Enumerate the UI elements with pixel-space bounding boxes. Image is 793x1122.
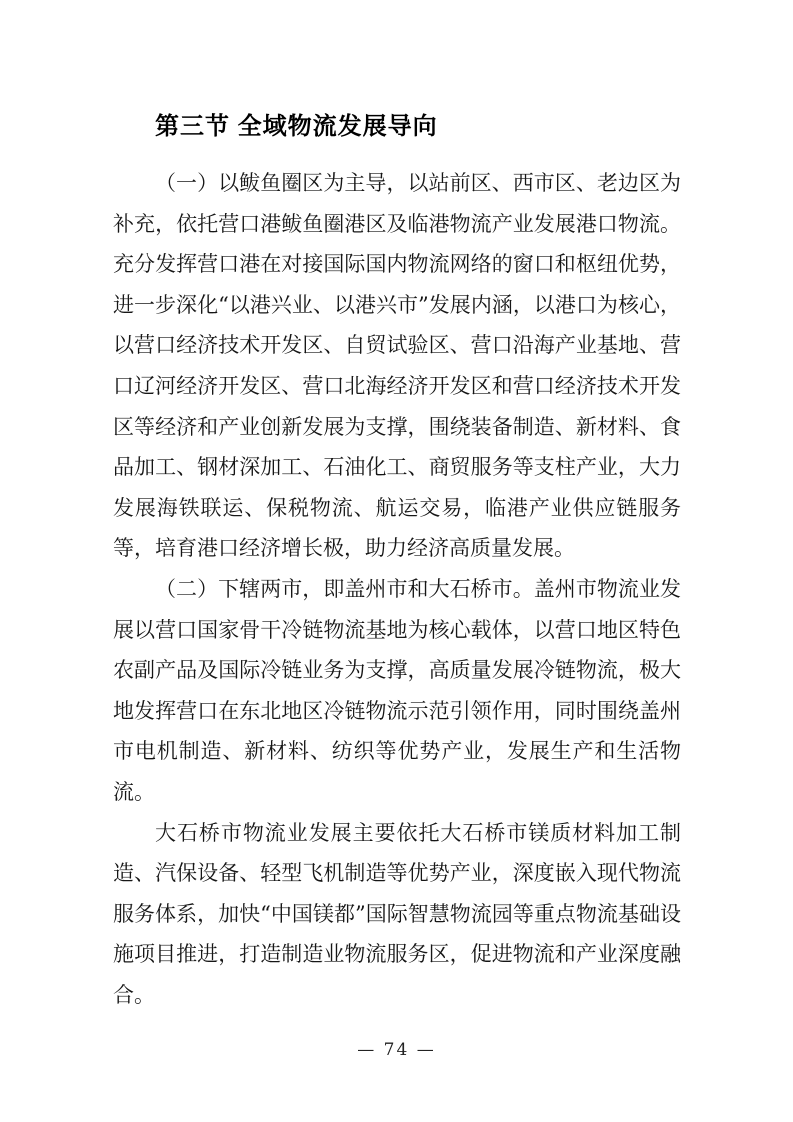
page-number: — 74 —	[357, 1040, 436, 1060]
document-body	[113, 163, 681, 1015]
paragraph-2: （二）下辖两市，即盖州市和大石桥市。盖州市物流业发展以营口国家骨干冷链物流基地为核心载体，以营口地区特色农副产品及国际冷链业务为支撑，高质量发展冷链物流，极大地发挥营口在东北地区冷链物流示范引领作用，同时围绕盖州市电机制造、新材料、纺织等优势产业，发展生产和生活物流。	[113, 576, 681, 804]
paragraph-1: （一）以鲅鱼圈区为主导，以站前区、西市区、老边区为补充，依托营口港鲅鱼圈港区及临港物流产业发展港口物流。充分发挥营口港在对接国际国内物流网络的窗口和枢纽优势，进一步深化“以港兴业、以港兴市”发展内涵，以港口为核心，以营口经济技术开发区、自贸试验区、营口沿海产业基地、营口辽河经济开发区、营口北海经济开发区和营口经济技术开发区等经济和产业创新发展为支撑，围绕装备制造、新材料、食品加工、钢材深加工、石油化工、商贸服务等支柱产业，大力发展海铁联运、保税物流、航运交易，临港产业供应链服务等，培育港口经济增长极，助力经济高质量发展。	[113, 171, 681, 561]
paragraph-3: 大石桥市物流业发展主要依托大石桥市镁质材料加工制造、汽保设备、轻型飞机制造等优势产业，深度嵌入现代物流服务体系，加快“中国镁都”国际智慧物流园等重点物流基础设施项目推进，打造制造业物流服务区，促进物流和产业深度融合。	[113, 820, 681, 1007]
section-heading: 第三节 全域物流发展导向	[155, 113, 438, 140]
